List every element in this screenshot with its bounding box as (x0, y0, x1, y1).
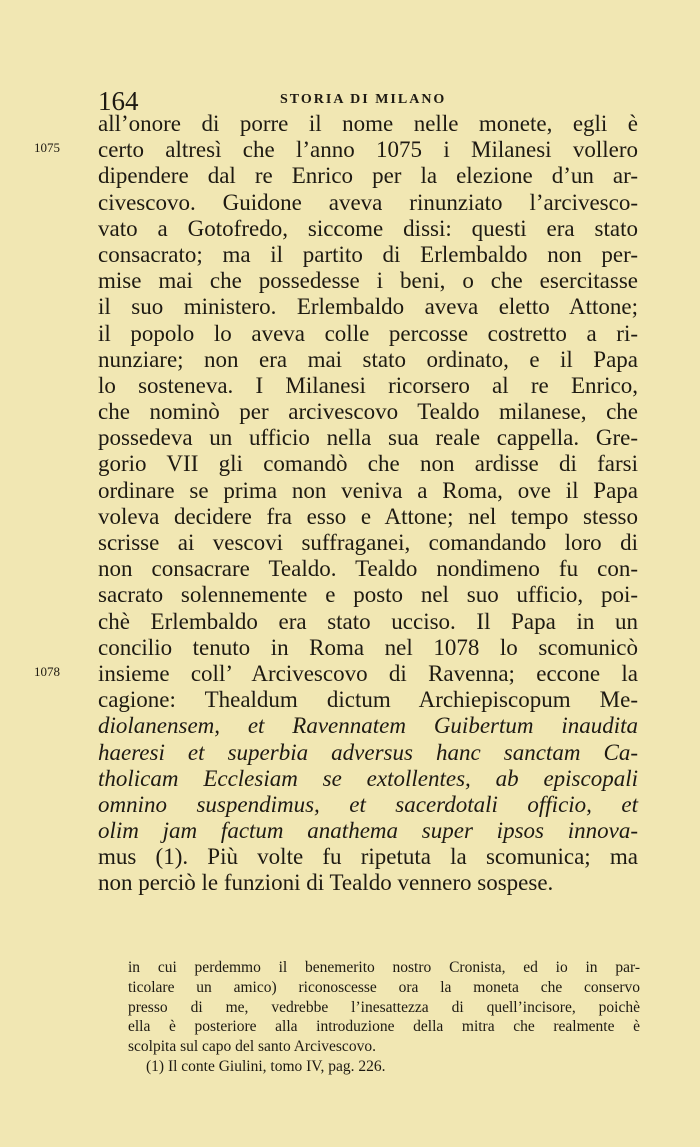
text-line: ordinare se prima non veniva a Roma, ove il Papa (98, 477, 638, 503)
text-line: il popolo lo aveva colle percosse costretto a ri- (98, 320, 638, 346)
text-line: omnino suspendimus, et sacerdotali officio, et (98, 791, 638, 817)
text-line: lo sosteneva. I Milanesi ricorsero al re Enrico, (98, 372, 638, 398)
text-line: civescovo. Guidone aveva rinunziato l’arcivesco- (98, 189, 638, 215)
text-line: all’onore di porre il nome nelle monete, egli è (98, 111, 638, 136)
text-line: non consacrare Tealdo. Tealdo nondimeno fu con- (98, 556, 638, 582)
margin-note-year: 1075 (34, 140, 60, 155)
text-line: voleva decidere fra esso e Attone; nel tempo stesso (98, 503, 638, 529)
footnote-line: presso di me, vedrebbe l’inesattezza di quell’incisore, poichè (128, 998, 640, 1016)
text-line: possedeva un ufficio nella sua reale cappella. Gre- (98, 425, 638, 451)
text-line: certo altresì che l’anno 1075 i Milanesi vollero (98, 137, 638, 163)
text-line: gorio VII gli comandò che non ardisse di farsi (98, 451, 638, 477)
text-line: mus (1). Più volte fu ripetuta la scomunica; ma (98, 844, 638, 870)
text-line: non perciò le funzioni di Tealdo vennero sospese. (98, 870, 554, 896)
text-line: vato a Gotofredo, siccome dissi: questi era stato (98, 215, 638, 241)
page-number: 164 (98, 86, 139, 116)
text-line: chè Erlembaldo era stato ucciso. Il Papa in un (98, 608, 638, 634)
text-line: tholicam Ecclesiam se extollentes, ab episcopali (98, 765, 638, 791)
text-line: dipendere dal re Enrico per la elezione d’un ar- (98, 163, 638, 189)
footnote-line: in cui perdemmo il benemerito nostro Cronista, ed io in par- (128, 959, 640, 976)
text-line: concilio tenuto in Roma nel 1078 lo scomunicò (98, 634, 638, 660)
footnote-line: ticolare un amico) riconoscesse ora la moneta che conservo (128, 978, 640, 996)
text-line: che nominò per arcivescovo Tealdo milanese, che (98, 399, 638, 425)
text-line: il suo ministero. Erlembaldo aveva eletto Attone; (98, 294, 638, 320)
footnote-reference: (1) Il conte Giulini, tomo IV, pag. 226. (146, 1057, 386, 1075)
text-line: diolanensem, et Ravennatem Guibertum inaudita (98, 713, 638, 739)
text-line: scrisse ai vescovi suffraganei, comandando loro di (98, 530, 638, 555)
text-line: nunziare; non era mai stato ordinato, e il Papa (98, 346, 638, 372)
footnote-line: ella è posteriore alla introduzione della mitra che realmente è (128, 1018, 640, 1036)
text-line: insieme coll’ Arcivescovo di Ravenna; eccone la (98, 660, 638, 686)
footnote-line: scolpita sul capo del santo Arcivescovo. (128, 1038, 376, 1056)
running-title: STORIA DI MILANO (280, 92, 447, 107)
footnotes (128, 958, 640, 1077)
body-text (98, 111, 638, 897)
text-line: consacrato; ma il partito di Erlembaldo non per- (98, 241, 638, 267)
text-line: sacrato solennemente e posto nel suo ufficio, poi- (98, 582, 638, 608)
text-line: olim jam factum anathema super ipsos innova- (98, 818, 638, 844)
text-line: cagione: Thealdum dictum Archiepiscopum Me- (98, 687, 638, 713)
text-line: mise mai che possedesse i beni, o che esercitasse (98, 268, 638, 294)
margin-note-year: 1078 (34, 664, 60, 679)
text-line: haeresi et superbia adversus hanc sanctam Ca- (98, 739, 638, 765)
